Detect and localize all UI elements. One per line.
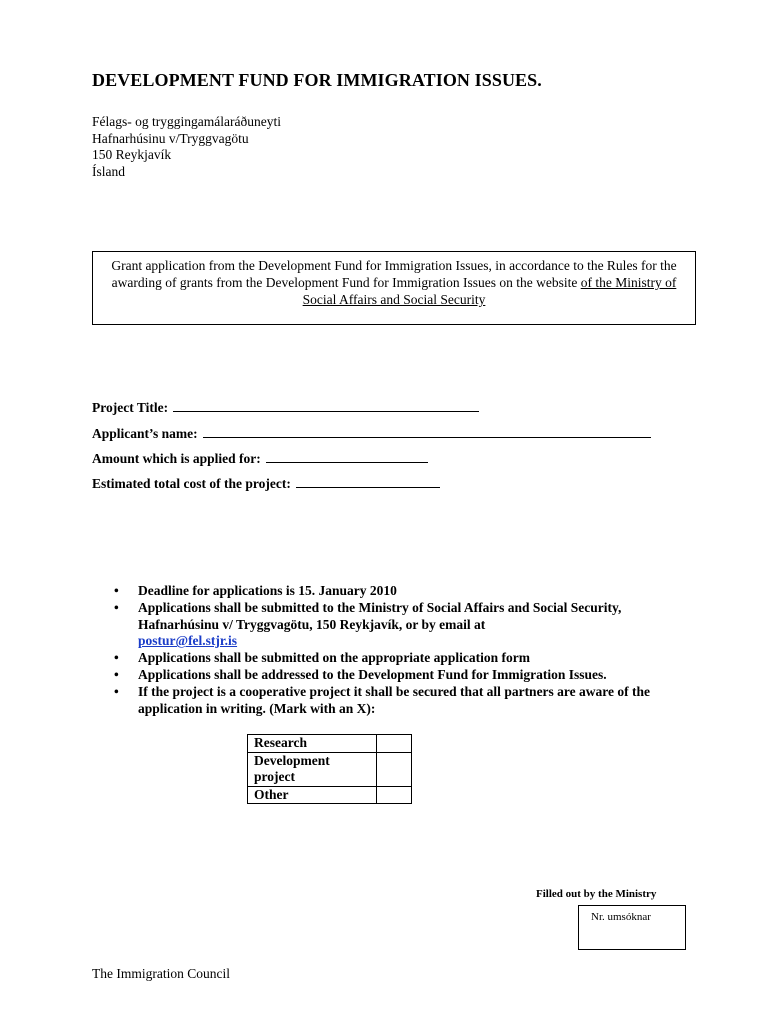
estimated-cost-input-line[interactable] [296,475,440,488]
project-type-table [247,734,412,804]
instruction-item: • If the project is a cooperative project it shall be secured that all partners are aware of the application in writing. (Mark with an X): [114,683,651,716]
instruction-item: • Applications shall be submitted on the appropriate application form [114,650,531,666]
other-checkbox[interactable] [377,786,412,804]
ministry-address [92,114,281,180]
research-label: Research [248,735,377,753]
application-number-box[interactable] [578,905,686,950]
grant-info-box [92,251,696,325]
amount-input-line[interactable] [266,450,428,463]
development-checkbox[interactable] [377,752,412,786]
address-line-3: 150 Reykjavík [92,147,172,162]
project-title-label: Project Title: [92,400,169,415]
instruction-item: • Deadline for applications is 15. January 2010 [114,583,397,598]
address-line-2: Hafnarhúsinu v/Tryggvagötu [92,130,249,146]
ministry-use-label: Filled out by the Ministry [536,888,657,900]
applicant-name-field [92,425,651,442]
estimated-cost-field [92,475,440,492]
instruction-item: • Applications shall be addressed to the Development Fund for Immigration Issues. [114,666,607,682]
bullet-icon: • [114,650,119,666]
footer-text: The Immigration Council [92,966,230,981]
other-label: Other [248,786,377,804]
instruction-item: • Applications shall be submitted to the Ministry of Social Affairs and Social Security, Hafnarhúsinu v/ Tryggvagötu, 150 Reykjavík, or by email at postur@fel.stjr.is [114,599,622,649]
ministry-website-link[interactable]: of the Ministry of Social Affairs and Social Security [302,275,677,307]
bullet-icon: • [114,599,119,615]
applicant-name-label: Applicant’s name: [92,426,198,441]
project-title-input-line[interactable] [173,399,479,412]
estimated-cost-label: Estimated total cost of the project: [92,476,291,491]
application-number-label: Nr. umsóknar [591,911,651,923]
email-link[interactable]: postur@fel.stjr.is [138,633,238,649]
amount-label: Amount which is applied for: [92,451,261,466]
address-line-4: Ísland [92,163,125,179]
document-title: DEVELOPMENT FUND FOR IMMIGRATION ISSUES. [92,70,542,90]
bullet-icon: • [114,666,119,682]
amount-field [92,450,428,467]
applicant-name-input-line[interactable] [203,425,651,438]
research-checkbox[interactable] [377,735,412,753]
address-line-1: Félags- og tryggingamálaráðuneyti [92,114,281,129]
project-title-field [92,399,479,416]
instructions-list [114,583,694,717]
grant-info-text: Grant application from the Development Fund for Immigration Issues, in accordance to the Rules for the awarding of grants from the Development Fund for Immigration Issues on the website [111,258,677,290]
bullet-icon: • [114,683,119,699]
bullet-icon: • [114,583,119,598]
development-label: Development project [248,752,377,786]
